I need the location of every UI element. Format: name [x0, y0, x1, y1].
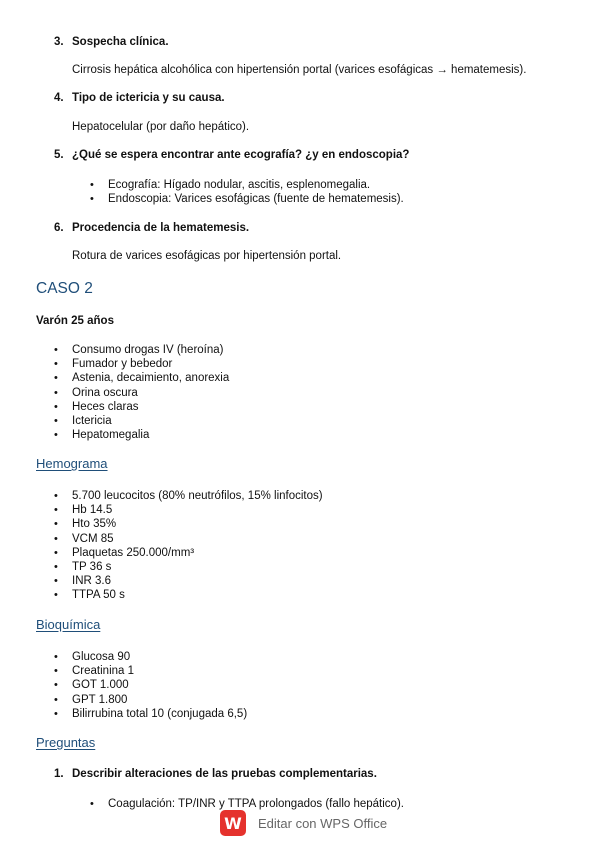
list-item: • TP 36 s: [36, 560, 323, 574]
question-title: Procedencia de la hematemesis.: [72, 222, 250, 234]
question-title: Tipo de ictericia y su causa.: [72, 92, 225, 104]
list-item: • Glucosa 90: [36, 650, 247, 664]
list-item: • Astenia, decaimiento, anorexia: [36, 371, 229, 385]
question-number: 5.: [54, 149, 64, 161]
list-item: • Endoscopia: Varices esofágicas (fuente de hematemesis).: [90, 192, 404, 206]
question-number: 4.: [54, 92, 64, 104]
list-item: • VCM 85: [36, 532, 323, 546]
list-item: • GPT 1.800: [36, 693, 247, 707]
list-item: • Ictericia: [36, 414, 229, 428]
list-item: • Hepatomegalia: [36, 428, 229, 442]
list-item: • 5.700 leucocitos (80% neutrófilos, 15% linfocitos): [36, 489, 323, 503]
section-heading-hemograma: Hemograma: [36, 456, 108, 471]
list-item: • Bilirrubina total 10 (conjugada 6,5): [36, 707, 247, 721]
wps-logo-icon: W: [220, 810, 246, 836]
list-item: • INR 3.6: [36, 574, 323, 588]
list-item: • Consumo drogas IV (heroína): [36, 343, 229, 357]
list-item: • Coagulación: TP/INR y TTPA prolongados (fallo hepático).: [90, 797, 404, 811]
section-heading-bioquimica: Bioquímica: [36, 617, 101, 632]
patient-description: Varón 25 años: [36, 315, 114, 327]
question-number: 1.: [54, 768, 64, 780]
hemograma-list: [36, 489, 323, 603]
question-number: 3.: [54, 36, 64, 48]
list-item: • Ecografía: Hígado nodular, ascitis, esplenomegalia.: [90, 178, 404, 192]
list-item: • Fumador y bebedor: [36, 357, 229, 371]
bioquimica-list: [36, 650, 247, 721]
list-item: • Hto 35%: [36, 517, 323, 531]
question-title: ¿Qué se espera encontrar ante ecografía? ¿y en endoscopia?: [72, 149, 410, 161]
question-answer: Rotura de varices esofágicas por hipertensión portal.: [72, 250, 342, 262]
question-number: 6.: [54, 222, 64, 234]
list-item: • Hb 14.5: [36, 503, 323, 517]
question-answer: Cirrosis hepática alcohólica con hipertensión portal (varices esofágicas → hematemesis).: [72, 64, 527, 76]
wps-edit-banner[interactable]: [220, 808, 387, 838]
section-heading-caso-2: CASO 2: [36, 280, 93, 297]
list-item: • Plaquetas 250.000/mm³: [36, 546, 323, 560]
list-item: • Orina oscura: [36, 386, 229, 400]
list-item: • TTPA 50 s: [36, 588, 323, 602]
patient-history-list: [36, 343, 229, 442]
answer-bullet-list: [90, 178, 404, 206]
list-item: • Creatinina 1: [36, 664, 247, 678]
list-item: • Heces claras: [36, 400, 229, 414]
question-title: Describir alteraciones de las pruebas complementarias.: [72, 768, 377, 780]
wps-edit-label[interactable]: Editar con WPS Office: [258, 815, 388, 831]
section-heading-preguntas: Preguntas: [36, 735, 96, 750]
list-item: • GOT 1.000: [36, 678, 247, 692]
question-answer: Hepatocelular (por daño hepático).: [72, 121, 250, 133]
question-title: Sospecha clínica.: [72, 36, 169, 48]
